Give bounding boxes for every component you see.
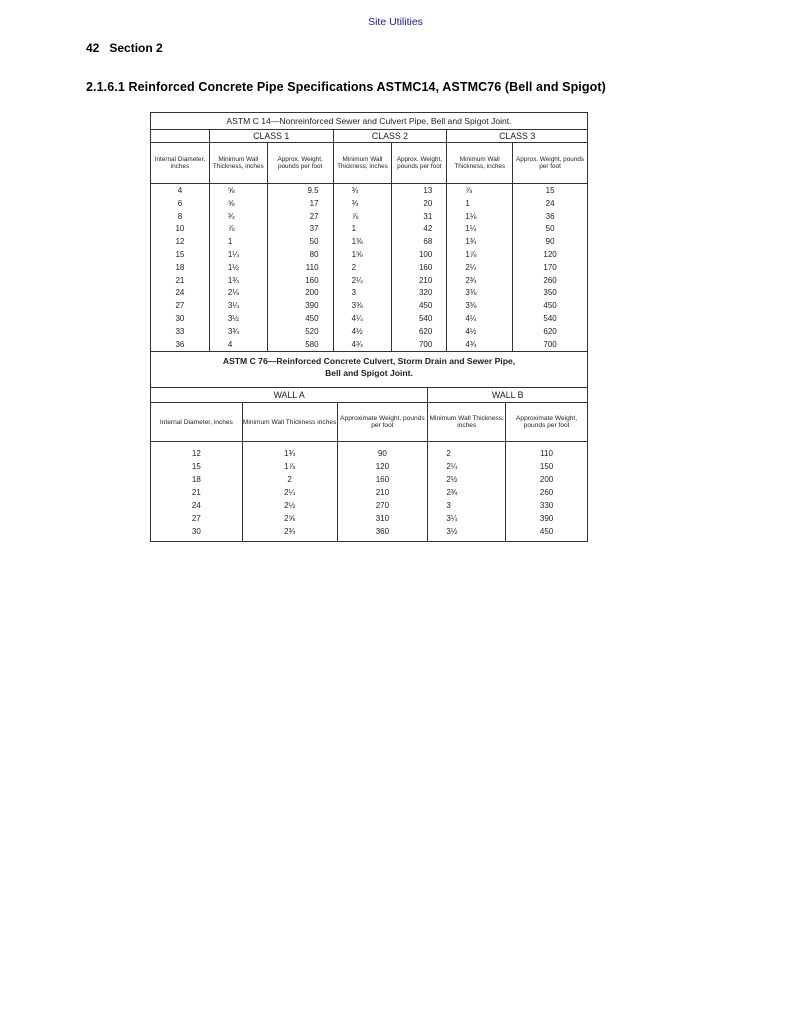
table-cell: 6 — [177, 198, 183, 208]
table-row — [151, 486, 588, 499]
table-cell: 2¼ — [242, 486, 337, 499]
table-cell: ⅝ — [209, 184, 267, 198]
table-cell: 90 — [337, 442, 428, 461]
table-cell: 24 — [513, 198, 588, 211]
table-cell: 200 — [267, 287, 333, 300]
astm-c76-column-headers — [151, 403, 588, 442]
astm-c76-body — [151, 442, 588, 542]
astm-c14-column-header: Minimum Wall Thickness, inches — [333, 143, 392, 184]
astm-c14-column-headers — [151, 143, 588, 184]
table-row — [151, 249, 588, 262]
table-cell: 2¾ — [447, 275, 513, 288]
table-cell: 24 — [175, 288, 185, 298]
table-row — [151, 262, 588, 275]
table-row — [151, 223, 588, 236]
table-row — [151, 442, 588, 461]
section-title: 2.1.6.1 Reinforced Concrete Pipe Specifications ASTMC14, ASTMC76 (Bell and Spigot) — [86, 80, 606, 94]
table-cell: 520 — [267, 326, 333, 339]
table-cell: 2¼ — [428, 460, 506, 473]
table-cell: 50 — [513, 223, 588, 236]
table-cell: 100 — [392, 249, 447, 262]
table-cell: 450 — [392, 300, 447, 313]
table-cell: 3⅜ — [447, 300, 513, 313]
table-cell: 42 — [392, 223, 447, 236]
table-cell: 450 — [506, 525, 588, 542]
table-cell: 4½ — [447, 326, 513, 339]
table-cell: 150 — [506, 460, 588, 473]
table-cell: 1⅞ — [242, 460, 337, 473]
table-cell: 110 — [267, 262, 333, 275]
page-number: 42 — [86, 41, 100, 55]
table-cell: 30 — [191, 527, 201, 537]
table-cell: 200 — [506, 473, 588, 486]
table-cell: 12 — [175, 237, 185, 247]
class-1-header: CLASS 1 — [209, 130, 333, 143]
table-cell: 13 — [392, 184, 447, 198]
table-cell: ¾ — [333, 184, 392, 198]
table-cell: 310 — [337, 512, 428, 525]
table-cell: 260 — [513, 275, 588, 288]
site-utilities-link[interactable]: Site Utilities — [368, 16, 423, 28]
table-row — [151, 184, 588, 198]
table-cell: 30 — [175, 313, 185, 323]
table-cell: 4 — [177, 186, 183, 195]
table-cell: 4½ — [333, 326, 392, 339]
table-cell: 620 — [392, 326, 447, 339]
table-cell: 27 — [191, 514, 201, 524]
table-cell: 4¾ — [447, 339, 513, 352]
table-cell: 10 — [175, 224, 185, 234]
class-header-spacer — [151, 130, 210, 143]
table-cell: 3⅜ — [447, 287, 513, 300]
table-cell: 15 — [513, 184, 588, 198]
table-cell: 330 — [506, 499, 588, 512]
table-cell: 36 — [175, 339, 185, 349]
table-cell: 2½ — [242, 499, 337, 512]
table-cell: 18 — [175, 262, 185, 272]
table-cell: 4 — [209, 339, 267, 352]
table-cell: 15 — [175, 249, 185, 259]
table-cell: ⅞ — [209, 223, 267, 236]
table-row — [151, 499, 588, 512]
table-cell: 320 — [392, 287, 447, 300]
table-cell: 170 — [513, 262, 588, 275]
table-cell: 3½ — [209, 313, 267, 326]
astm-c14-column-header: Minimum Wall Thickness, inches — [209, 143, 267, 184]
table-row — [151, 326, 588, 339]
table-cell: 620 — [513, 326, 588, 339]
table-cell: 2 — [333, 262, 392, 275]
table-cell: 4¼ — [333, 313, 392, 326]
table-cell: 2¼ — [333, 275, 392, 288]
table-cell: 36 — [513, 211, 588, 224]
table-cell: 21 — [191, 488, 201, 498]
table-row — [151, 198, 588, 211]
astm-c76-column-header: Minimum Wall Thickness inches — [242, 403, 337, 442]
table-cell: 160 — [267, 275, 333, 288]
table-cell: 450 — [267, 313, 333, 326]
table-cell: 3¾ — [209, 326, 267, 339]
table-cell: 260 — [506, 486, 588, 499]
table-cell: 120 — [513, 249, 588, 262]
astm-c76-column-header: Approximate Weight, pounds per foot — [337, 403, 428, 442]
table-cell: 3½ — [428, 525, 506, 542]
table-cell: 1¾ — [209, 275, 267, 288]
table-cell: 540 — [513, 313, 588, 326]
table-cell: 15 — [191, 462, 201, 472]
table-cell: 1 — [209, 236, 267, 249]
table-cell: ¾ — [333, 198, 392, 211]
class-3-header: CLASS 3 — [447, 130, 588, 143]
table-cell: 4¾ — [333, 339, 392, 352]
table-cell: 390 — [267, 300, 333, 313]
astm-c76-caption-line-2: Bell and Spigot Joint. — [325, 367, 413, 378]
table-cell: 1⅜ — [333, 236, 392, 249]
table-cell: 80 — [267, 249, 333, 262]
table-cell: 2¾ — [242, 525, 337, 542]
table-cell: 700 — [392, 339, 447, 352]
astm-c76-table — [150, 351, 588, 542]
table-cell: 2½ — [428, 473, 506, 486]
table-cell: 120 — [337, 460, 428, 473]
table-cell: 160 — [392, 262, 447, 275]
table-row — [151, 287, 588, 300]
table-row — [151, 339, 588, 352]
table-cell: ⅞ — [333, 211, 392, 224]
table-cell: 1½ — [209, 262, 267, 275]
table-cell: 31 — [392, 211, 447, 224]
table-cell: 37 — [267, 223, 333, 236]
table-cell: 1¼ — [447, 223, 513, 236]
class-2-header: CLASS 2 — [333, 130, 447, 143]
table-cell: 3¼ — [428, 512, 506, 525]
table-row — [151, 460, 588, 473]
table-cell: 110 — [506, 442, 588, 461]
table-row — [151, 313, 588, 326]
table-row — [151, 300, 588, 313]
astm-c76-caption — [151, 352, 588, 388]
table-cell: 390 — [506, 512, 588, 525]
table-cell: 1⅛ — [447, 211, 513, 224]
table-cell: 2¼ — [447, 262, 513, 275]
table-cell: 3 — [333, 287, 392, 300]
astm-c14-column-header: Internal Diameter, inches — [151, 143, 210, 184]
table-cell: ⅝ — [209, 198, 267, 211]
table-cell: 1¼ — [209, 249, 267, 262]
table-cell: ⅞ — [447, 184, 513, 198]
astm-c14-caption: ASTM C 14—Nonreinforced Sewer and Culvert Pipe, Bell and Spigot Joint. — [151, 113, 588, 130]
table-cell: 4¼ — [447, 313, 513, 326]
table-cell: 580 — [267, 339, 333, 352]
table-row — [151, 525, 588, 542]
table-cell: ¾ — [209, 211, 267, 224]
table-cell: 27 — [267, 211, 333, 224]
table-cell: 3 — [428, 499, 506, 512]
table-cell: 21 — [175, 275, 185, 285]
page-header — [86, 41, 163, 55]
astm-c14-table — [150, 112, 588, 351]
wall-a-header: WALL A — [151, 388, 428, 403]
running-head — [0, 16, 791, 28]
table-cell: 9.5 — [267, 184, 333, 198]
table-cell: 1 — [333, 223, 392, 236]
table-cell: 24 — [191, 501, 201, 511]
table-row — [151, 473, 588, 486]
astm-c14-column-header: Approx. Weight, pounds per foot — [267, 143, 333, 184]
table-cell: 270 — [337, 499, 428, 512]
table-row — [151, 211, 588, 224]
table-cell: 210 — [392, 275, 447, 288]
table-row — [151, 236, 588, 249]
table-cell: 8 — [177, 211, 183, 221]
table-cell: 2 — [428, 442, 506, 461]
table-cell: 12 — [191, 449, 201, 459]
table-cell: 2⅝ — [242, 512, 337, 525]
table-cell: 1¾ — [447, 236, 513, 249]
table-cell: 450 — [513, 300, 588, 313]
astm-c76-caption-line-1: ASTM C 76—Reinforced Concrete Culvert, Storm Drain and Sewer Pipe, — [222, 356, 516, 367]
astm-c76-column-header: Internal Diameter, inches — [151, 403, 243, 442]
astm-c14-column-header: Approx. Weight, pounds per foot — [513, 143, 588, 184]
astm-c76-column-header: Approximate Weight, pounds per foot — [506, 403, 588, 442]
table-cell: 160 — [337, 473, 428, 486]
table-cell: 2⅛ — [209, 287, 267, 300]
table-cell: 33 — [175, 326, 185, 336]
table-row — [151, 275, 588, 288]
table-cell: 17 — [267, 198, 333, 211]
astm-c14-column-header: Minimum Wall Thickness, inches — [447, 143, 513, 184]
table-cell: 1 — [447, 198, 513, 211]
table-cell: 360 — [337, 525, 428, 542]
table-cell: 700 — [513, 339, 588, 352]
wall-b-header: WALL B — [428, 388, 588, 403]
table-cell: 2 — [242, 473, 337, 486]
pipe-spec-figure — [150, 112, 588, 542]
table-cell: 68 — [392, 236, 447, 249]
table-cell: 1⅞ — [447, 249, 513, 262]
table-cell: 3¼ — [209, 300, 267, 313]
table-cell: 50 — [267, 236, 333, 249]
table-row — [151, 512, 588, 525]
table-cell: 3⅜ — [333, 300, 392, 313]
section-label: Section 2 — [109, 41, 163, 55]
table-cell: 540 — [392, 313, 447, 326]
table-cell: 20 — [392, 198, 447, 211]
table-cell: 1¾ — [242, 442, 337, 461]
table-cell: 210 — [337, 486, 428, 499]
astm-c14-column-header: Approx. Weight, pounds per foot — [392, 143, 447, 184]
table-cell: 350 — [513, 287, 588, 300]
astm-c14-body — [151, 184, 588, 352]
table-cell: 27 — [175, 301, 185, 311]
table-cell: 1⅝ — [333, 249, 392, 262]
table-cell: 90 — [513, 236, 588, 249]
table-cell: 18 — [191, 475, 201, 485]
astm-c76-column-header: Minimum Wall Thickness, inches — [428, 403, 506, 442]
table-cell: 2¾ — [428, 486, 506, 499]
